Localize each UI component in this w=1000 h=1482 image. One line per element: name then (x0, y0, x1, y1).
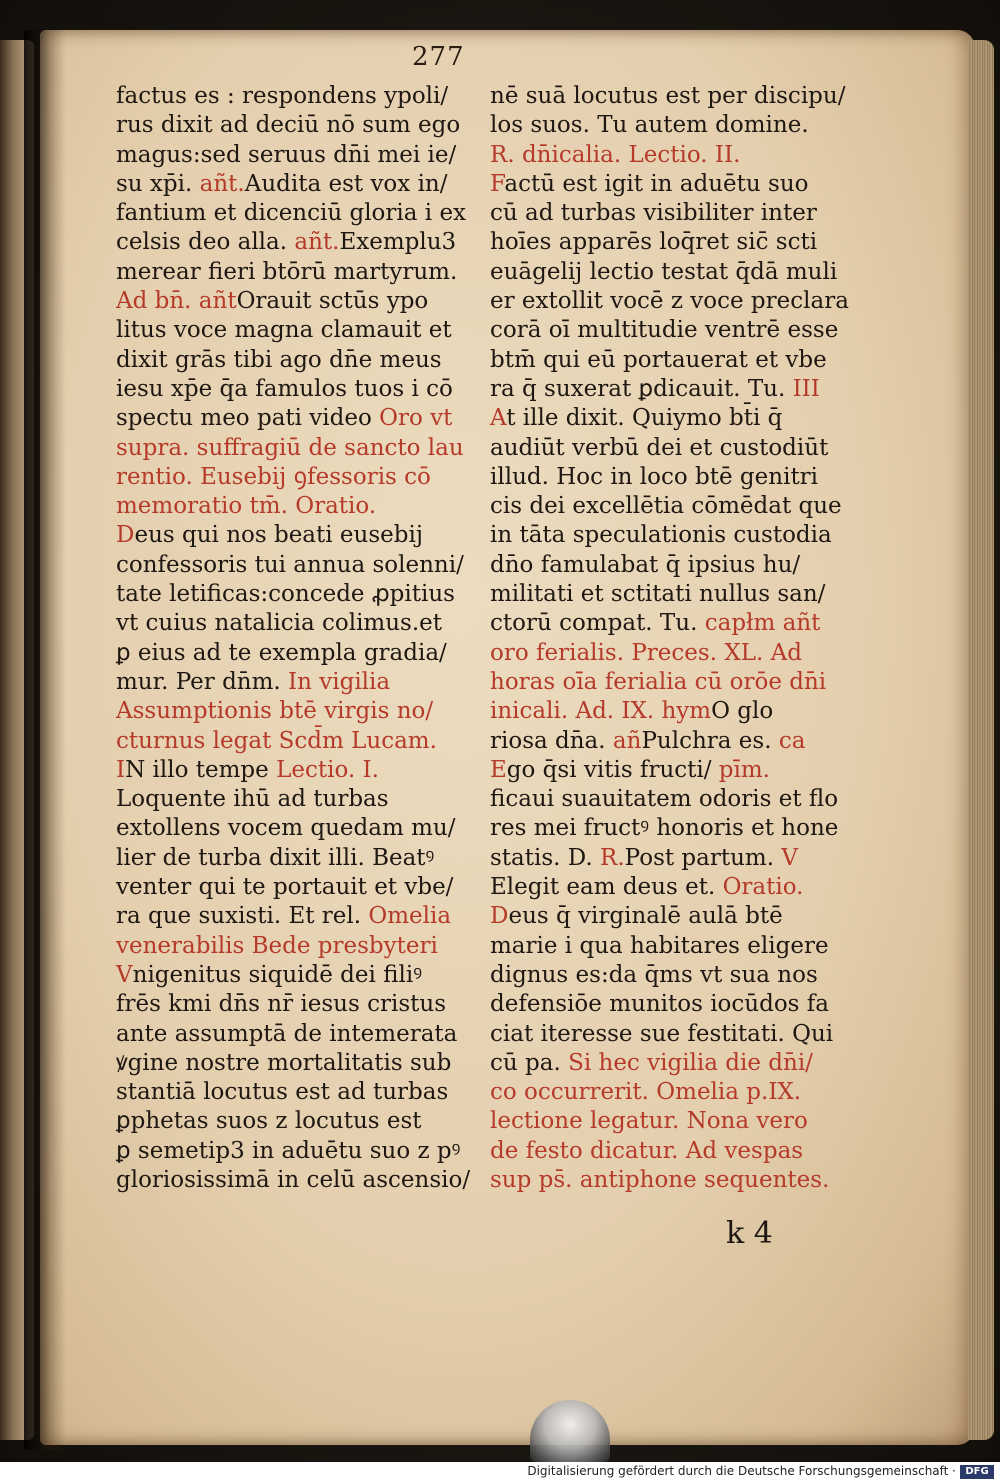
folio-number: 277 (412, 42, 465, 72)
rubric-text: A (490, 405, 507, 432)
body-text: ra q̄ suxerat ꝑdicauit. Tu. (490, 375, 793, 402)
body-text: extollens vocem quedam mu/ (116, 815, 456, 842)
body-text: su xp̄i. (116, 170, 200, 197)
body-text: marie i qua habitares eligere (490, 932, 829, 959)
body-text: ctorū compat. Tu. (490, 610, 705, 637)
text-line (490, 141, 855, 170)
body-text: nē suā locutus est per discipu/ (490, 83, 846, 109)
footer-credit: Digitalisierung gefördert durch die Deutsche Forschungsgemeinschaft · (527, 1464, 956, 1478)
body-text: eus qui nos beati eusebij (134, 522, 423, 549)
body-text: N illo tempe (125, 756, 277, 783)
body-text: militati et sctitati nullus san/ (490, 581, 826, 608)
text-line (490, 346, 855, 375)
text-line (490, 580, 855, 609)
body-text: rus dixit ad deciū nō sum ego (116, 112, 461, 139)
rubric-text: añt. (294, 229, 340, 256)
body-text: cū ad turbas visibiliter inter (490, 200, 817, 227)
text-column-right (490, 82, 855, 1195)
rubric-text: ca (778, 727, 806, 754)
body-text: iesu xp̄e q̄a famulos tuos i cō (116, 375, 453, 402)
text-line (490, 873, 855, 902)
body-text: stantiā locutus est ad turbas (116, 1079, 449, 1106)
text-line (116, 902, 476, 931)
rubric-text: Oratio. (722, 874, 804, 901)
text-line (490, 785, 855, 814)
body-text: ꝟgine nostre mortalitatis sub (116, 1049, 452, 1076)
text-line (490, 1020, 855, 1049)
text-line (116, 697, 476, 726)
text-line (490, 375, 855, 404)
body-text: venter qui te portauit et vbe/ (116, 874, 454, 901)
text-line (116, 756, 476, 785)
text-line (116, 258, 476, 287)
text-line (116, 1078, 476, 1107)
text-line (116, 463, 476, 492)
text-line (116, 434, 476, 463)
text-line (116, 961, 476, 990)
footer-bar (0, 1462, 1000, 1482)
body-text: cis dei excellētia cōmēdat que (490, 493, 842, 520)
body-text: defensiōe munitos iocūdos fa (490, 991, 830, 1018)
body-text: ꝑphetas suos z locutus est (116, 1108, 422, 1135)
text-line (490, 1107, 855, 1136)
body-text: dn̄o famulabat q̄ ipsius hu/ (490, 551, 801, 578)
rubric-text: E (490, 756, 507, 783)
text-line (116, 668, 476, 697)
body-text: merear fieri btōrū martyrum. (116, 258, 458, 285)
text-line (490, 434, 855, 463)
page-edges (968, 40, 994, 1440)
text-line (490, 258, 855, 287)
body-text: O glo (711, 698, 774, 725)
text-line (116, 580, 476, 609)
text-column-left (116, 82, 476, 1195)
body-text: spectu meo pati video (116, 405, 380, 432)
rubric-text: Assumptionis btē virgis no/ (116, 698, 434, 725)
rubric-text: memoratio tm̄. Oratio. (116, 493, 377, 520)
body-text: tate letificas:concede ꝓpitius (116, 581, 455, 608)
rubric-text: horas oīa ferialia cū orōe dn̄i (490, 668, 827, 695)
text-line (490, 756, 855, 785)
text-line (116, 727, 476, 756)
text-line (490, 463, 855, 492)
body-text: vt cuius natalicia colimus.et (116, 610, 443, 637)
text-line (116, 1020, 476, 1049)
text-line (116, 141, 476, 170)
body-text: factus es : respondens ypoli/ (116, 83, 449, 109)
rubric-text: inicali. Ad. IX. hym (490, 698, 712, 725)
dfg-logo: DFG (960, 1465, 994, 1479)
rubric-text: Omelia (368, 903, 452, 930)
text-line (490, 727, 855, 756)
rubric-text: cturnus legat Scd̄m Lucam. (116, 727, 437, 754)
body-text: statis. D. (490, 844, 601, 871)
rubric-text: oro ferialis. Preces. XL. Ad (490, 639, 802, 666)
text-line (116, 199, 476, 228)
rubric-text: R. (600, 844, 625, 871)
body-text: Post partum. (624, 844, 782, 871)
text-line (116, 375, 476, 404)
body-text: Exemplu3 (339, 229, 457, 256)
rubric-text: supra. suffragiū de sancto lau (116, 434, 464, 461)
text-line (490, 961, 855, 990)
body-text: t ille dixit. Quiymo bt̄i q̄ (506, 405, 783, 432)
rubric-text: In vigilia (288, 668, 391, 695)
body-text: Orauit sctūs ypo (236, 288, 429, 315)
body-text: hoīes apparēs loq̄ret sic̄ scti (490, 229, 818, 256)
rubric-text: I (116, 756, 126, 783)
body-text: mur. Per dn̄m. (116, 668, 289, 695)
text-line (116, 82, 476, 111)
text-line (490, 814, 855, 843)
body-text: fantium et dicenciū gloria i ex (116, 200, 467, 227)
rubric-text: de festo dicatur. Ad vespas (490, 1137, 804, 1164)
text-line (490, 844, 855, 873)
text-line (116, 170, 476, 199)
rubric-text: venerabilis Bede presbyteri (116, 932, 438, 959)
text-line (490, 1137, 855, 1166)
body-text: actū est igit in aduētu suo (504, 170, 809, 197)
text-line (116, 1137, 476, 1166)
text-line (490, 932, 855, 961)
rubric-text: pīm. (718, 756, 770, 783)
text-line (490, 492, 855, 521)
body-text: ante assumptā de intemerata (116, 1020, 458, 1047)
body-text: euāgelij lectio testat q̄dā muli (490, 258, 838, 285)
gutter-shadow (24, 30, 66, 1450)
text-line (116, 551, 476, 580)
rubric-text: capłm añt (704, 610, 821, 637)
body-text: cū pa. (490, 1049, 569, 1076)
body-text: audiūt verbū dei et custodiūt (490, 434, 829, 461)
rubric-text: R. dn̄icalia. Lectio. II. (490, 141, 741, 168)
body-text: gloriosissimā in celū ascensio/ (116, 1166, 471, 1193)
body-text: riosa dn̄a. (490, 727, 613, 754)
text-line (116, 111, 476, 140)
body-text: Elegit eam deus et. (490, 874, 723, 901)
text-line (116, 639, 476, 668)
text-line (490, 551, 855, 580)
body-text: ficaui suauitatem odoris et flo (490, 786, 839, 813)
text-line (116, 404, 476, 433)
body-text: dixit grās tibi ago dn̄e meus (116, 346, 442, 373)
text-line (490, 990, 855, 1019)
text-line (116, 785, 476, 814)
text-line (490, 228, 855, 257)
text-line (116, 990, 476, 1019)
text-line (116, 316, 476, 345)
rubric-text: añt. (199, 170, 245, 197)
text-line (490, 287, 855, 316)
text-line (116, 873, 476, 902)
body-text: celsis deo alla. (116, 229, 295, 256)
text-line (116, 609, 476, 638)
body-text: nigenitus siquidē dei filiꝰ (132, 961, 423, 988)
body-text: go q̄si vitis fructi/ (506, 756, 719, 783)
body-text: Audita est vox in/ (244, 170, 448, 197)
text-line (490, 1049, 855, 1078)
rubric-text: D (490, 903, 509, 930)
text-line (490, 1166, 855, 1195)
body-text: res mei fructꝰ honoris et hone (490, 815, 839, 842)
rubric-text: D (116, 522, 135, 549)
text-line (116, 1166, 476, 1195)
rubric-text: Lectio. I. (276, 756, 379, 783)
body-text: lier de turba dixit illi. Beatꝰ (116, 844, 435, 871)
text-line (116, 521, 476, 550)
text-line (490, 404, 855, 433)
text-line (490, 609, 855, 638)
rubric-text: Si hec vigilia die dn̄i/ (568, 1049, 813, 1076)
body-text: eus q̄ virginalē aulā btē (508, 903, 783, 930)
body-text: ꝑ eius ad te exempla gradia/ (116, 639, 447, 666)
rubric-text: añ (612, 727, 642, 754)
body-text: confessoris tui annua solenni/ (116, 551, 464, 578)
text-line (116, 1107, 476, 1136)
rubric-text: Ad bn̄. añt (116, 288, 237, 315)
text-line (490, 902, 855, 931)
text-line (490, 697, 855, 726)
rubric-text: co occurrerit. Omelia p.IX. (490, 1079, 802, 1106)
text-line (116, 228, 476, 257)
body-text: Pulchra es. (641, 727, 779, 754)
body-text: er extollit vocē z voce preclara (490, 288, 849, 315)
text-line (490, 170, 855, 199)
body-text: ra que suxisti. Et rel. (116, 903, 369, 930)
text-line (490, 82, 855, 111)
text-line (116, 287, 476, 316)
text-line (116, 1049, 476, 1078)
text-line (116, 844, 476, 873)
body-text: litus voce magna clamauit et (116, 317, 452, 344)
body-text: magus:sed seruus dn̄i mei ie/ (116, 141, 457, 168)
body-text: frēs kmi dn̄s nr̄ iesus cristus (116, 991, 447, 1018)
text-line (490, 639, 855, 668)
body-text: btm̄ qui eū portauerat et vbe (490, 346, 827, 373)
body-text: Loquente ihū ad turbas (116, 786, 389, 813)
text-line (490, 111, 855, 140)
rubric-text: III (792, 375, 820, 402)
rubric-text: F (490, 170, 505, 197)
text-line (116, 492, 476, 521)
text-line (116, 932, 476, 961)
rubric-text: V (781, 844, 798, 871)
body-text: ꝑ semetip3 in aduētu suo z pꝰ (116, 1137, 461, 1164)
rubric-text: lectione legatur. Nona vero (490, 1108, 808, 1135)
text-line (116, 346, 476, 375)
text-line (490, 668, 855, 697)
rubric-text: Oro vt (379, 405, 453, 432)
signature-mark: k 4 (726, 1216, 773, 1251)
body-text: illud. Hoc in loco btē genitri (490, 463, 819, 490)
text-line (490, 521, 855, 550)
body-text: corā oī multitudie ventrē esse (490, 317, 839, 344)
text-line (490, 316, 855, 345)
body-text: ciat iteresse sue festitati. Qui (490, 1020, 834, 1047)
body-text: los suos. Tu autem domine. (490, 112, 809, 139)
text-line (116, 814, 476, 843)
rubric-text: V (116, 961, 133, 988)
body-text: dignus es:da q̄ms vt sua nos (490, 961, 818, 988)
body-text: in tāta speculationis custodia (490, 522, 832, 549)
text-line (490, 199, 855, 228)
rubric-text: sup ps̄. antiphone sequentes. (490, 1166, 830, 1193)
rubric-text: rentio. Eusebij ꝯfessoris cō (116, 463, 431, 490)
text-line (490, 1078, 855, 1107)
